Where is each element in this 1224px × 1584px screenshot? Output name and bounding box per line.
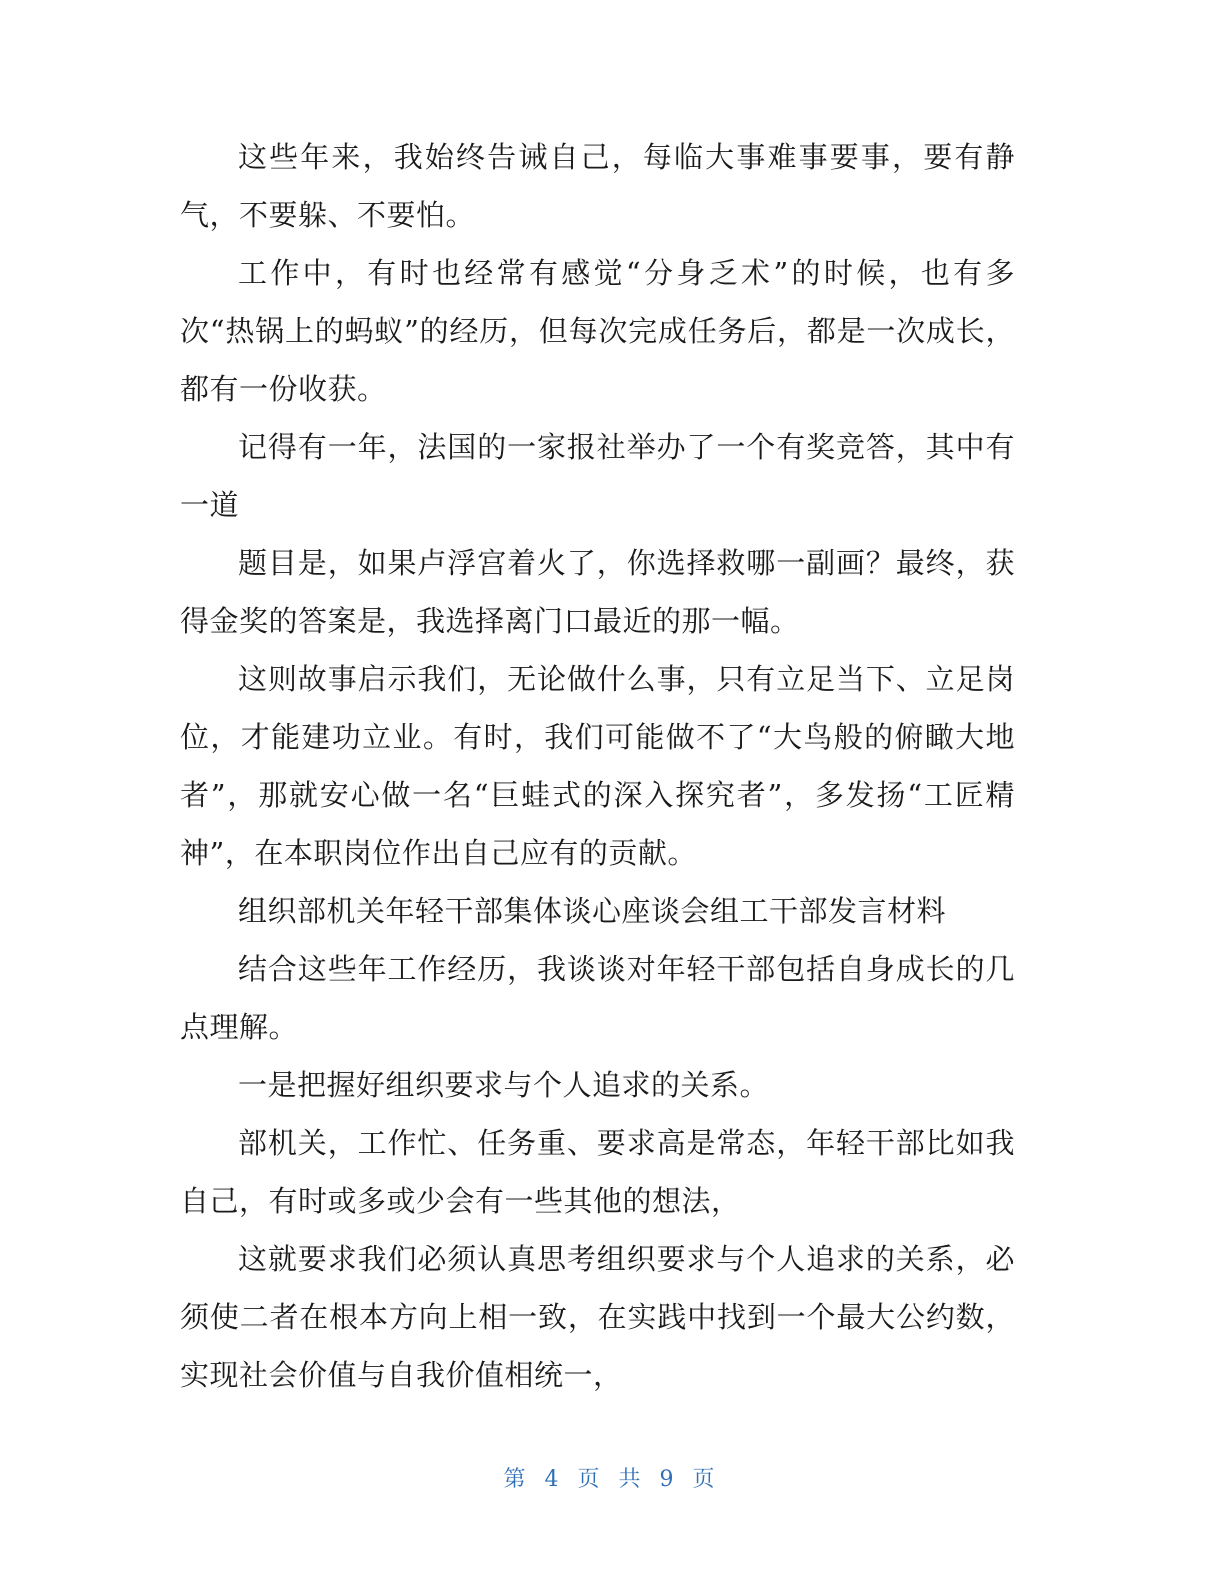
paragraph: 结合这些年工作经历，我谈谈对年轻干部包括自身成长的几点理解。 [180,952,1015,1044]
paragraph: 部机关，工作忙、任务重、要求高是常态，年轻干部比如我自己，有时或多或少会有一些其他的想法， [180,1126,1015,1218]
paragraph: 这些年来，我始终告诫自己，每临大事难事要事，要有静气，不要躲、不要怕。 [180,140,1015,232]
paragraph: 这就要求我们必须认真思考组织要求与个人追求的关系，必须使二者在根本方向上相一致，在实践中找到一个最大公约数，实现社会价值与自我价值相统一， [180,1242,1015,1392]
paragraph: 一是把握好组织要求与个人追求的关系。 [238,1068,770,1102]
paragraph: 工作中，有时也经常有感觉“分身乏术”的时候，也有多次“热锅上的蚂蚁”的经历，但每次完成任务后，都是一次成长，都有一份收获。 [180,256,1015,406]
page-number-footer: 第 4 页 共 9 页 [503,1467,721,1492]
paragraph: 这则故事启示我们，无论做什么事，只有立足当下、立足岗位，才能建功立业。有时，我们可能做不了“大鸟般的俯瞰大地者”，那就安心做一名“巨蛙式的深入探究者”，多发扬“工匠精神”，在本职岗位作出自己应有的贡献。 [180,662,1015,870]
section-title: 组织部机关年轻干部集体谈心座谈会组工干部发言材料 [238,894,947,928]
paragraph: 题目是，如果卢浮宫着火了，你选择救哪一副画？最终，获得金奖的答案是，我选择离门口最近的那一幅。 [180,546,1015,638]
document-body [180,128,1015,1404]
paragraph: 记得有一年，法国的一家报社举办了一个有奖竞答，其中有一道 [180,430,1015,522]
